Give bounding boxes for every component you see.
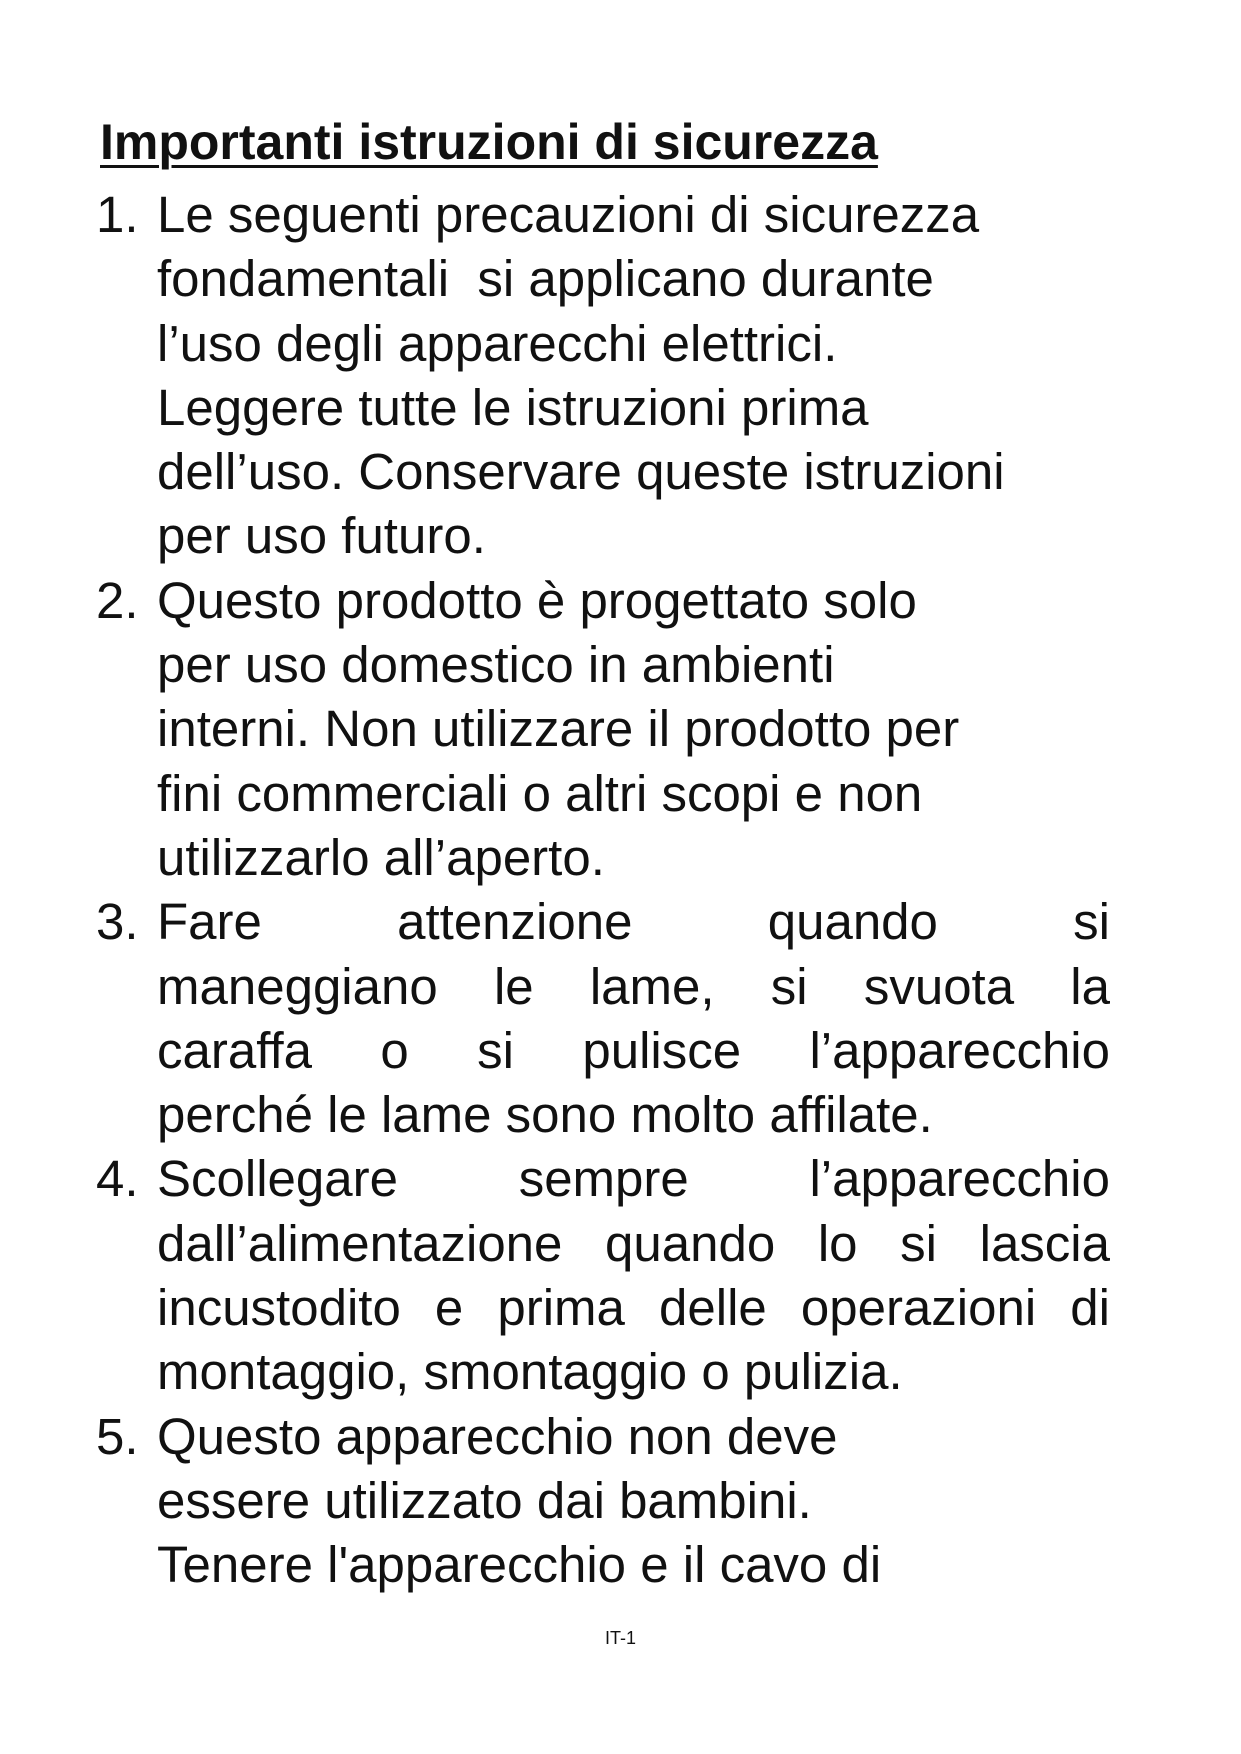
item-text-line: utilizzarlo all’aperto. [157, 828, 605, 886]
item-text-line: incustodito e prima delle operazioni di [157, 1279, 1110, 1337]
item-text-line: dell’uso. Conservare queste istruzioni [157, 443, 1005, 501]
item-text-line: Le seguenti precauzioni di sicurezza [157, 186, 980, 243]
list-item [96, 569, 1116, 890]
item-text-line: fondamentali si applicano durante [157, 250, 934, 308]
item-text-line: caraffa o si pulisce l’apparecchio [157, 1021, 1110, 1079]
safety-instructions-list [96, 183, 1116, 1598]
item-text-line: Tenere l'apparecchio e il cavo di [157, 1536, 882, 1594]
item-text-line: Questo apparecchio non deve [157, 1407, 838, 1465]
item-text-line: perché le lame sono molto affilate. [157, 1086, 933, 1144]
item-text-line: per uso domestico in ambienti [157, 636, 835, 694]
item-text-line: dall’alimentazione quando lo si lascia [157, 1214, 1110, 1272]
item-number: 4. [96, 1150, 139, 1208]
item-text-line: per uso futuro. [157, 507, 486, 565]
item-text-line: Fare attenzione quando si [157, 893, 1110, 951]
page-title: Importanti istruzioni di sicurezza [100, 114, 878, 170]
list-item [96, 1405, 1116, 1598]
page-number: IT-1 [604, 1628, 636, 1648]
item-text-line: interni. Non utilizzare il prodotto per [157, 700, 960, 758]
item-text-line: Scollegare sempre l’apparecchio [157, 1150, 1110, 1208]
item-number: 5. [96, 1407, 139, 1465]
list-item [96, 890, 1116, 1147]
item-text-line: Questo prodotto è progettato solo [157, 571, 917, 629]
item-number: 1. [96, 186, 139, 243]
list-item [96, 1147, 1116, 1404]
item-number: 3. [96, 893, 139, 951]
item-text-line: fini commerciali o altri scopi e non [157, 764, 923, 822]
item-text-line: Leggere tutte le istruzioni prima [157, 378, 869, 436]
item-number: 2. [96, 571, 139, 629]
list-item [96, 183, 1116, 569]
item-text-line: montaggio, smontaggio o pulizia. [157, 1343, 903, 1401]
item-text-line: essere utilizzato dai bambini. [157, 1471, 812, 1529]
item-text-line: l’uso degli apparecchi elettrici. [157, 314, 838, 372]
item-text-line: maneggiano le lame, si svuota la [157, 957, 1110, 1015]
